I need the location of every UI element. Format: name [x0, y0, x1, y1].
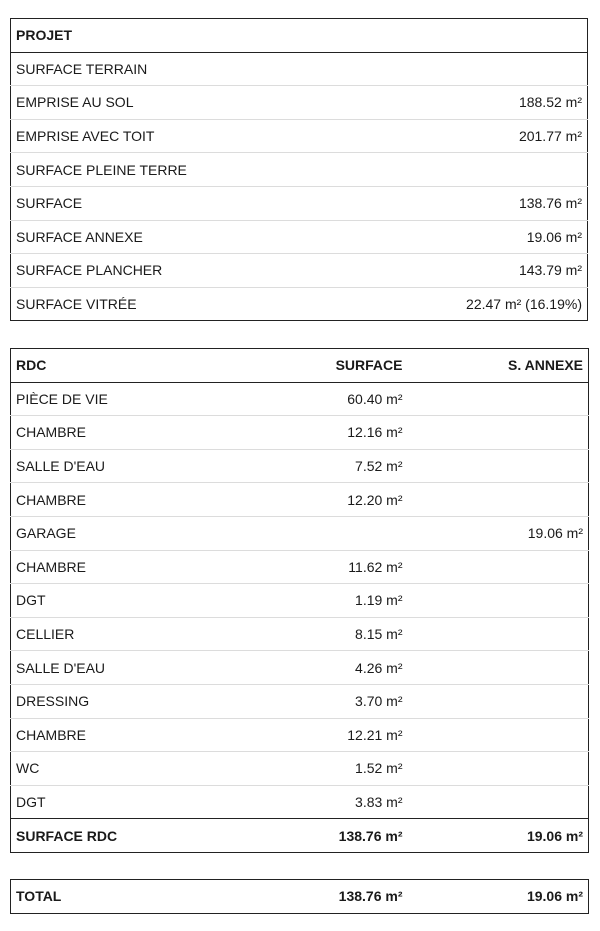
rdc-row	[11, 449, 589, 483]
rdc-row	[11, 651, 589, 685]
rdc-table	[10, 348, 589, 853]
projet-header: PROJET	[11, 19, 588, 53]
projet-row	[11, 186, 588, 220]
room-name: GARAGE	[11, 516, 271, 550]
room-annexe	[408, 651, 589, 685]
room-name: WC	[11, 752, 271, 786]
room-surface: 60.40 m²	[271, 382, 408, 416]
projet-value: 188.52 m²	[299, 86, 588, 120]
rdc-row	[11, 584, 589, 618]
projet-value: 22.47 m² (16.19%)	[299, 287, 588, 321]
room-name: SALLE D'EAU	[11, 651, 271, 685]
room-annexe	[408, 617, 589, 651]
room-annexe	[408, 550, 589, 584]
projet-value	[299, 52, 588, 86]
projet-label: EMPRISE AU SOL	[11, 86, 300, 120]
room-annexe	[408, 584, 589, 618]
room-surface: 7.52 m²	[271, 449, 408, 483]
projet-row	[11, 220, 588, 254]
projet-label: SURFACE PLEINE TERRE	[11, 153, 300, 187]
rdc-total-surface: 138.76 m²	[271, 819, 408, 853]
rdc-header-row	[11, 349, 589, 383]
room-annexe	[408, 718, 589, 752]
room-surface: 12.21 m²	[271, 718, 408, 752]
projet-row	[11, 86, 588, 120]
room-annexe	[408, 684, 589, 718]
projet-row	[11, 52, 588, 86]
room-annexe	[408, 449, 589, 483]
rdc-row	[11, 483, 589, 517]
rdc-header-annexe: S. ANNEXE	[408, 349, 589, 383]
room-surface: 12.20 m²	[271, 483, 408, 517]
rdc-header-surface: SURFACE	[271, 349, 408, 383]
room-annexe: 19.06 m²	[408, 516, 589, 550]
room-surface: 1.19 m²	[271, 584, 408, 618]
rdc-row	[11, 752, 589, 786]
rdc-row	[11, 684, 589, 718]
room-name: DGT	[11, 584, 271, 618]
room-annexe	[408, 416, 589, 450]
room-surface: 3.83 m²	[271, 785, 408, 819]
room-surface: 8.15 m²	[271, 617, 408, 651]
grand-total-label: TOTAL	[16, 888, 62, 905]
room-surface: 4.26 m²	[271, 651, 408, 685]
room-annexe	[408, 483, 589, 517]
projet-label: SURFACE VITRÉE	[11, 287, 300, 321]
room-surface: 11.62 m²	[271, 550, 408, 584]
projet-header-row	[11, 19, 588, 53]
room-annexe	[408, 785, 589, 819]
grand-total-surface: 138.76 m²	[338, 888, 403, 905]
rdc-total-annexe: 19.06 m²	[408, 819, 589, 853]
room-surface: 3.70 m²	[271, 684, 408, 718]
grand-total-table	[10, 879, 589, 914]
room-surface	[271, 516, 408, 550]
projet-table	[10, 18, 588, 321]
room-name: CELLIER	[11, 617, 271, 651]
rdc-total-row	[11, 819, 589, 853]
projet-value: 138.76 m²	[299, 186, 588, 220]
projet-value: 201.77 m²	[299, 119, 588, 153]
rdc-row	[11, 785, 589, 819]
room-name: CHAMBRE	[11, 483, 271, 517]
room-surface: 1.52 m²	[271, 752, 408, 786]
rdc-header-room: RDC	[11, 349, 271, 383]
grand-total-annexe: 19.06 m²	[526, 888, 583, 905]
room-name: CHAMBRE	[11, 718, 271, 752]
projet-row	[11, 153, 588, 187]
projet-value	[299, 153, 588, 187]
room-annexe	[408, 752, 589, 786]
room-name: DRESSING	[11, 684, 271, 718]
rdc-row	[11, 718, 589, 752]
projet-label: SURFACE TERRAIN	[11, 52, 300, 86]
rdc-total-label: SURFACE RDC	[11, 819, 271, 853]
rdc-row	[11, 550, 589, 584]
projet-value: 143.79 m²	[299, 254, 588, 288]
room-name: CHAMBRE	[11, 550, 271, 584]
projet-label: SURFACE ANNEXE	[11, 220, 300, 254]
room-annexe	[408, 382, 589, 416]
rdc-row	[11, 516, 589, 550]
grand-total-row	[11, 880, 589, 914]
projet-value: 19.06 m²	[299, 220, 588, 254]
room-name: CHAMBRE	[11, 416, 271, 450]
room-surface: 12.16 m²	[271, 416, 408, 450]
room-name: DGT	[11, 785, 271, 819]
projet-label: EMPRISE AVEC TOIT	[11, 119, 300, 153]
rdc-row	[11, 617, 589, 651]
room-name: PIÈCE DE VIE	[11, 382, 271, 416]
projet-label: SURFACE PLANCHER	[11, 254, 300, 288]
rdc-row	[11, 382, 589, 416]
room-name: SALLE D'EAU	[11, 449, 271, 483]
projet-label: SURFACE	[11, 186, 300, 220]
projet-row	[11, 119, 588, 153]
projet-row	[11, 254, 588, 288]
rdc-row	[11, 416, 589, 450]
projet-row	[11, 287, 588, 321]
